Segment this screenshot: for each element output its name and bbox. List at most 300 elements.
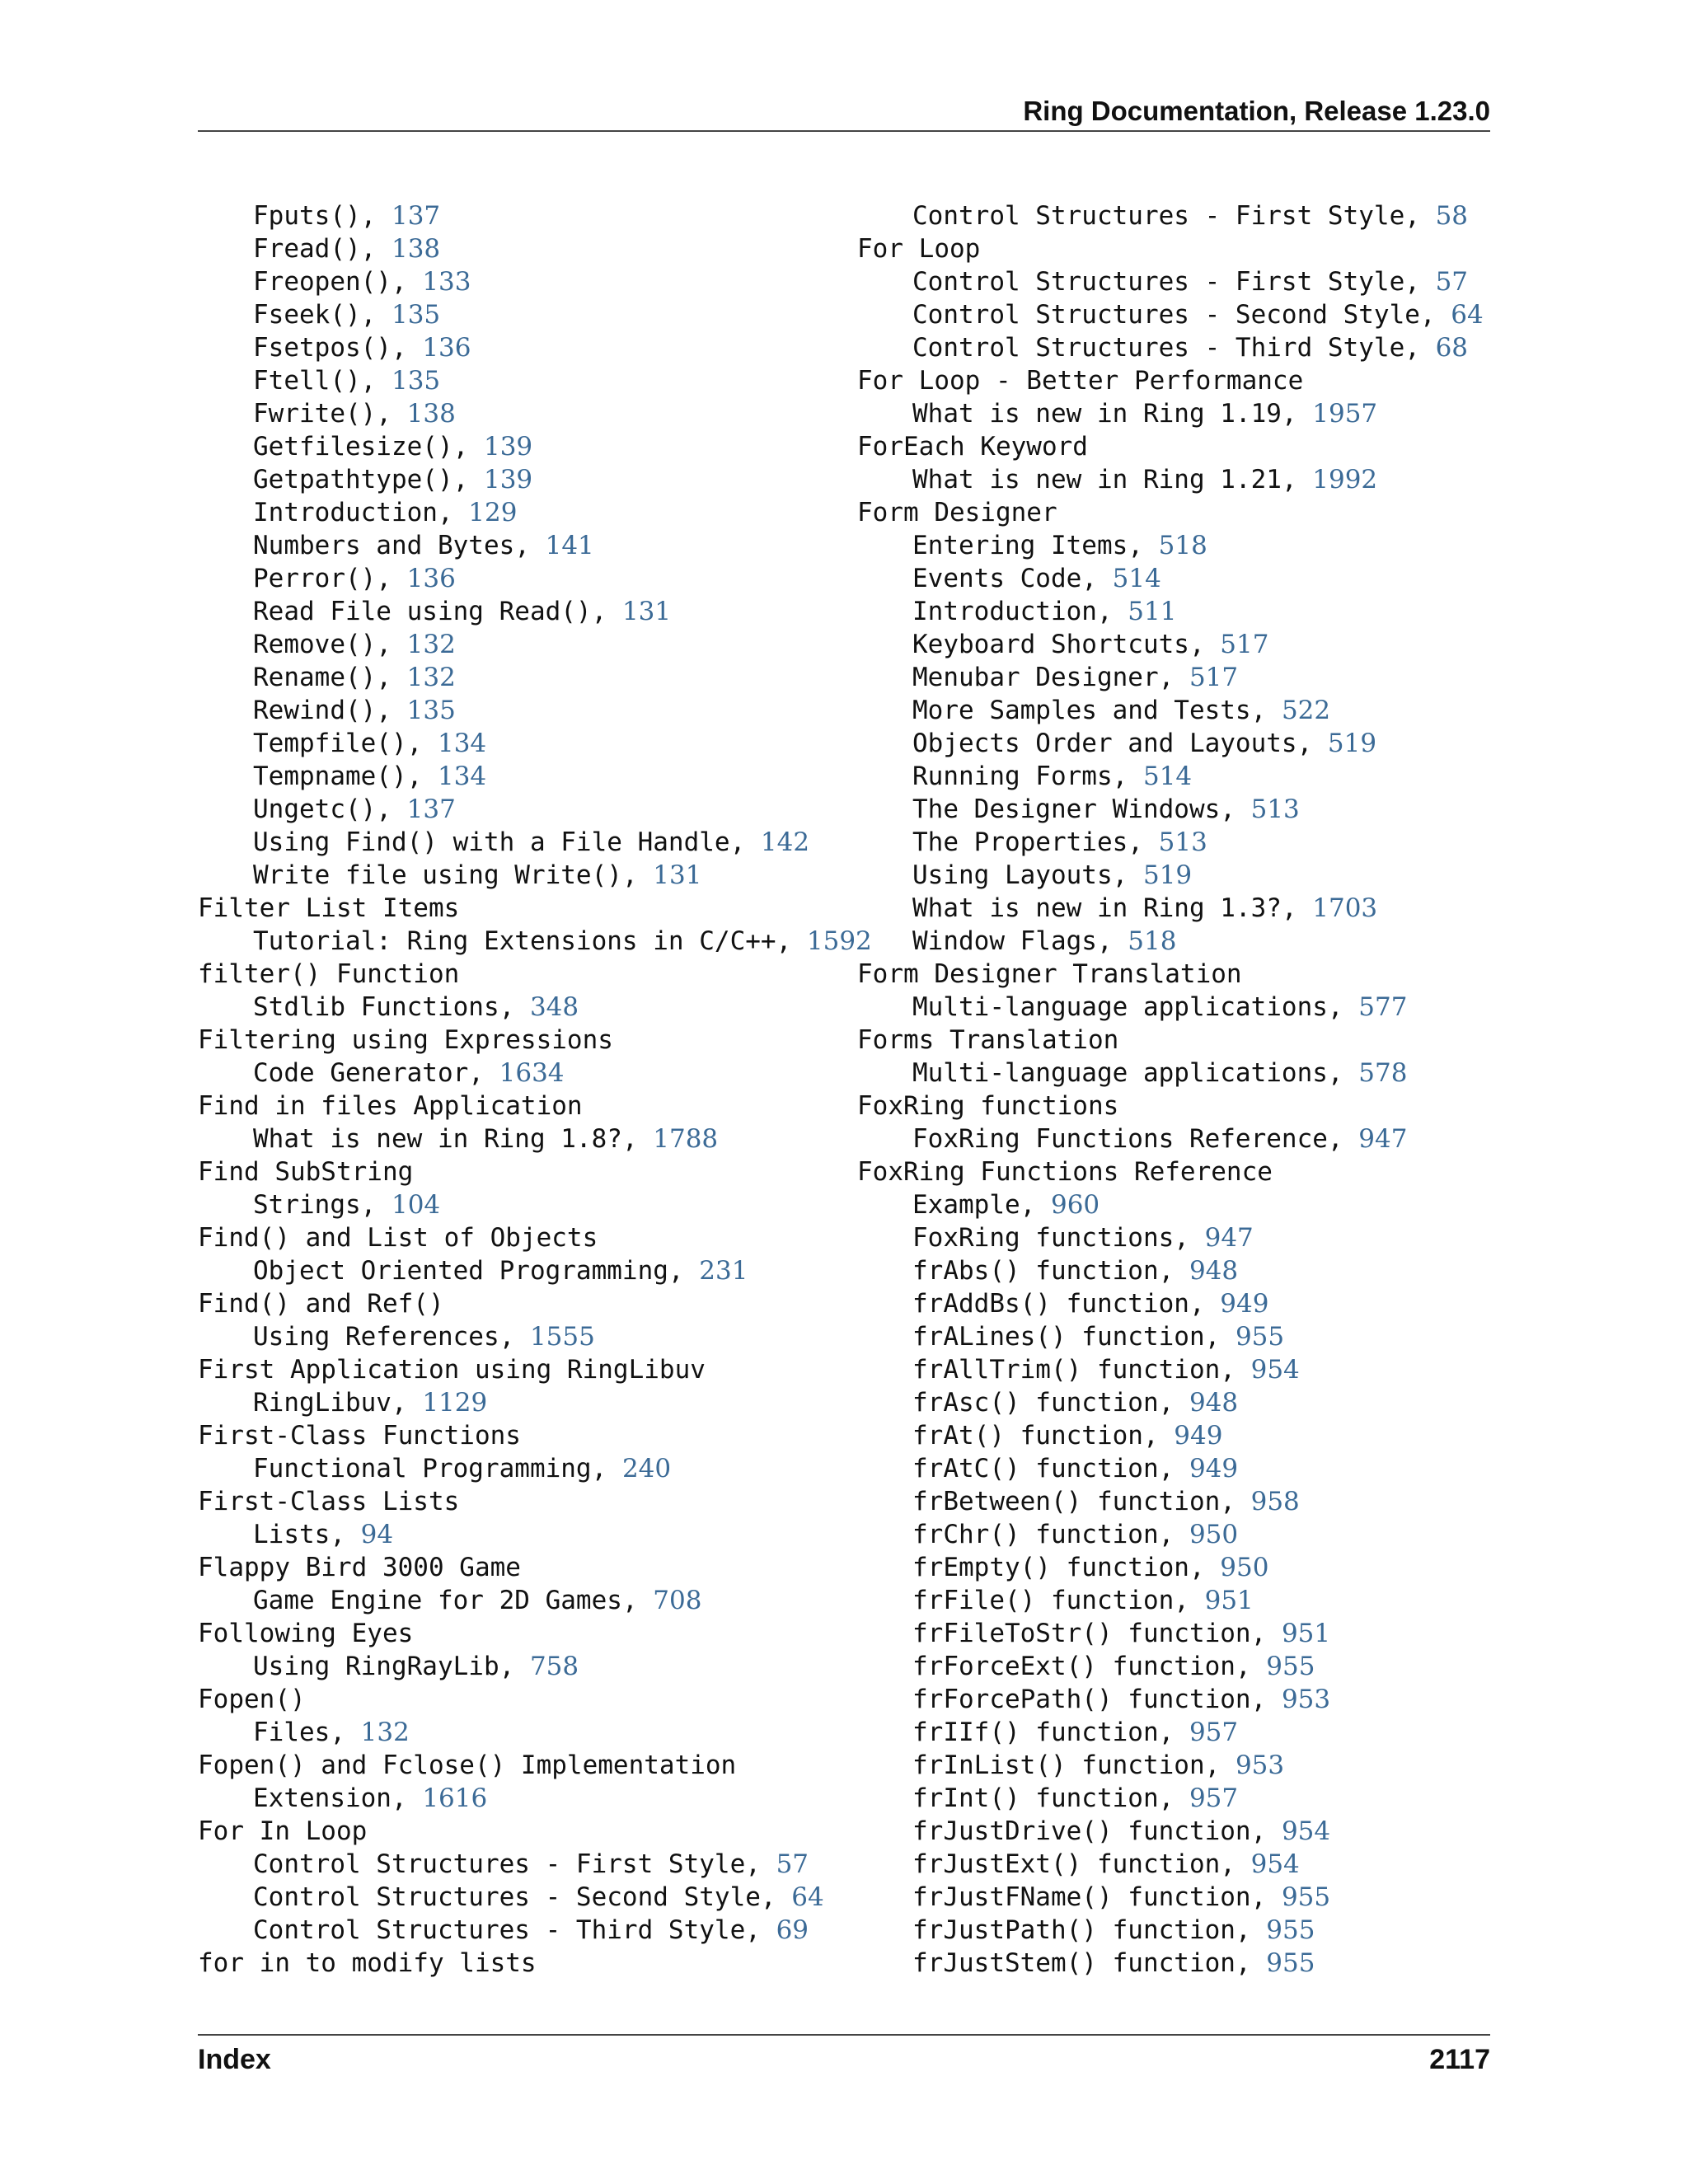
index-subentry: [857, 1650, 1500, 1683]
index-separator: ,: [1112, 762, 1143, 791]
index-term: Control Structures - First Style: [912, 201, 1405, 231]
index-term: Find() and List of Objects: [198, 1223, 598, 1253]
index-subentry: [198, 1914, 841, 1947]
index-separator: ,: [776, 926, 807, 956]
index-term: frFileToStr() function: [912, 1619, 1251, 1648]
index-subentry: [857, 1353, 1500, 1386]
index-subentry: [857, 826, 1500, 859]
index-separator: ,: [1096, 926, 1128, 956]
page-link[interactable]: 577: [1358, 992, 1408, 1022]
index-subentry: [198, 628, 841, 661]
index-separator: ,: [1281, 893, 1313, 923]
index-subentry: [198, 463, 841, 496]
index-separator: ,: [1158, 1256, 1189, 1286]
index-entry: [857, 496, 1500, 529]
page-link[interactable]: 578: [1358, 1058, 1408, 1088]
index-subentry: [198, 364, 841, 397]
index-term: Following Eyes: [198, 1619, 414, 1648]
index-separator: ,: [668, 1256, 700, 1286]
index-term: The Properties: [912, 827, 1128, 857]
page-link[interactable]: 1592: [806, 926, 872, 956]
page-link[interactable]: 64: [1451, 300, 1484, 330]
page-link[interactable]: 57: [1435, 267, 1469, 297]
page-link[interactable]: 954: [1281, 1816, 1331, 1846]
index-term: frALines() function: [912, 1322, 1205, 1352]
index-subentry: [857, 1057, 1500, 1090]
index-term: frAbs() function: [912, 1256, 1159, 1286]
index-separator: ,: [1189, 1553, 1221, 1582]
index-subentry: [857, 1320, 1500, 1353]
index-subentry: [857, 529, 1500, 562]
index-separator: ,: [391, 333, 423, 363]
index-term: Multi-language applications: [912, 1058, 1328, 1088]
page-link[interactable]: 136: [406, 564, 456, 593]
page-link[interactable]: 139: [483, 465, 533, 494]
page-link[interactable]: 142: [760, 827, 810, 857]
page-link[interactable]: 137: [406, 794, 456, 824]
page-link[interactable]: 708: [653, 1586, 702, 1615]
index-term: Multi-language applications: [912, 992, 1328, 1022]
index-term: What is new in Ring 1.19: [912, 399, 1282, 429]
index-subentry: [857, 331, 1500, 364]
index-separator: ,: [745, 1915, 776, 1945]
index-subentry: [857, 1749, 1500, 1782]
index-separator: ,: [391, 1783, 423, 1813]
index-separator: ,: [376, 663, 407, 692]
index-separator: ,: [1020, 1190, 1051, 1220]
index-separator: ,: [621, 860, 654, 890]
page-link[interactable]: 519: [1142, 860, 1193, 890]
index-separator: ,: [1174, 1586, 1205, 1615]
page-link[interactable]: 947: [1204, 1223, 1254, 1253]
index-term: Extension: [253, 1783, 392, 1813]
page-link[interactable]: 949: [1220, 1289, 1269, 1319]
index-separator: ,: [1142, 1421, 1175, 1451]
index-term: What is new in Ring 1.21: [912, 465, 1282, 494]
index-term: Fopen(): [198, 1685, 306, 1714]
index-subentry: [857, 1419, 1500, 1452]
index-separator: ,: [499, 1652, 530, 1681]
index-entry: [198, 1287, 841, 1320]
index-subentry: [198, 1320, 841, 1353]
index-subentry: [857, 859, 1500, 892]
index-term: Forms Translation: [857, 1025, 1119, 1055]
index-term: frJustPath() function: [912, 1915, 1236, 1945]
index-subentry: [198, 661, 841, 694]
index-subentry: [857, 1551, 1500, 1584]
index-separator: ,: [330, 1718, 361, 1747]
index-term: First-Class Functions: [198, 1421, 521, 1451]
index-entry: [198, 892, 841, 925]
page-link[interactable]: 131: [653, 860, 702, 890]
index-subentry: [857, 1188, 1500, 1221]
page-link[interactable]: 518: [1128, 926, 1177, 956]
index-term: FoxRing Functions Reference: [857, 1157, 1273, 1187]
index-separator: ,: [1189, 630, 1221, 659]
index-term: Fsetpos(): [253, 333, 392, 363]
page-link[interactable]: 957: [1189, 1718, 1239, 1747]
page-link[interactable]: 141: [545, 531, 594, 560]
index-term: Read File using Read(): [253, 597, 592, 626]
index-entry: [857, 1155, 1500, 1188]
page-link[interactable]: 960: [1050, 1190, 1100, 1220]
page-link[interactable]: 951: [1281, 1619, 1331, 1648]
index-term: frIIf() function: [912, 1718, 1159, 1747]
index-term: ForEach Keyword: [857, 432, 1088, 462]
page-link[interactable]: 64: [791, 1882, 824, 1912]
page-link[interactable]: 94: [360, 1520, 394, 1549]
index-subentry: [857, 1782, 1500, 1815]
index-separator: ,: [1419, 300, 1451, 330]
index-separator: ,: [499, 1322, 530, 1352]
page-link[interactable]: 953: [1235, 1750, 1285, 1780]
index-separator: ,: [360, 366, 392, 396]
page-link[interactable]: 948: [1189, 1256, 1239, 1286]
page-link[interactable]: 514: [1112, 564, 1161, 593]
page-link[interactable]: 1788: [653, 1124, 719, 1154]
index-subentry: [857, 199, 1500, 232]
index-term: frJustStem() function: [912, 1948, 1236, 1978]
index-term: Events Code: [912, 564, 1082, 593]
index-term: Functional Programming: [253, 1454, 592, 1483]
index-term: Menubar Designer: [912, 663, 1159, 692]
index-term: Control Structures - Second Style: [912, 300, 1420, 330]
index-separator: ,: [376, 564, 407, 593]
page-link[interactable]: 1129: [422, 1388, 488, 1418]
index-subentry: [198, 1188, 841, 1221]
index-subentry: [857, 793, 1500, 826]
index-term: Ftell(): [253, 366, 361, 396]
page-link[interactable]: 519: [1327, 729, 1377, 758]
page-link[interactable]: 132: [360, 1718, 410, 1747]
index-entry: [857, 1090, 1500, 1122]
page-link[interactable]: 958: [1250, 1487, 1300, 1516]
index-entry: [198, 1090, 841, 1122]
page-link[interactable]: 1957: [1312, 399, 1378, 429]
index-separator: ,: [1158, 1718, 1189, 1747]
index-separator: ,: [1158, 663, 1189, 692]
page-link[interactable]: 957: [1189, 1783, 1239, 1813]
page-link[interactable]: 138: [391, 234, 441, 264]
page-link[interactable]: 1703: [1312, 893, 1378, 923]
index-term: Perror(): [253, 564, 377, 593]
index-separator: ,: [1235, 1652, 1267, 1681]
page-link[interactable]: 348: [529, 992, 579, 1022]
page-link[interactable]: 951: [1204, 1586, 1254, 1615]
index-term: What is new in Ring 1.8?: [253, 1124, 622, 1154]
index-term: Object Oriented Programming: [253, 1256, 668, 1286]
index-separator: ,: [760, 1882, 792, 1912]
index-subentry: [198, 1584, 841, 1617]
page-link[interactable]: 518: [1158, 531, 1207, 560]
index-separator: ,: [1250, 1816, 1282, 1846]
page-link[interactable]: 517: [1220, 630, 1269, 659]
index-subentry: [857, 1881, 1500, 1914]
index-subentry: [857, 595, 1500, 628]
page-link[interactable]: 1616: [422, 1783, 488, 1813]
index-separator: ,: [406, 762, 438, 791]
index-term: Find SubString: [198, 1157, 414, 1187]
index-term: Fopen() and Fclose() Implementation: [198, 1750, 737, 1780]
index-separator: ,: [360, 300, 392, 330]
page-link[interactable]: 948: [1189, 1388, 1239, 1418]
index-term: Keyboard Shortcuts: [912, 630, 1189, 659]
index-term: Filter List Items: [198, 893, 460, 923]
index-separator: ,: [1250, 1685, 1282, 1714]
index-term: First-Class Lists: [198, 1487, 460, 1516]
index-separator: ,: [1174, 1223, 1205, 1253]
index-term: frForceExt() function: [912, 1652, 1236, 1681]
index-term: frJustFName() function: [912, 1882, 1251, 1912]
index-separator: ,: [376, 696, 407, 725]
page-link[interactable]: 240: [621, 1454, 672, 1483]
page-link[interactable]: 135: [406, 696, 456, 725]
index-term: Control Structures - First Style: [253, 1849, 746, 1879]
index-separator: ,: [1327, 992, 1359, 1022]
index-term: Strings: [253, 1190, 361, 1220]
index-term: Flappy Bird 3000 Game: [198, 1553, 521, 1582]
index-subentry: [198, 1386, 841, 1419]
index-term: Introduction: [253, 498, 438, 527]
index-subentry: [198, 859, 841, 892]
index-separator: ,: [1235, 1948, 1267, 1978]
index-term: Find in files Application: [198, 1091, 583, 1121]
index-subentry: [857, 1221, 1500, 1254]
page-link[interactable]: 955: [1281, 1882, 1331, 1912]
index-subentry: [198, 562, 841, 595]
index-subentry: [857, 265, 1500, 298]
index-term: Control Structures - First Style: [912, 267, 1405, 297]
index-subentry: [857, 1716, 1500, 1749]
index-separator: ,: [1096, 597, 1128, 626]
index-separator: ,: [729, 827, 761, 857]
page-link[interactable]: 134: [437, 729, 487, 758]
page-link[interactable]: 134: [437, 762, 487, 791]
page-link[interactable]: 57: [776, 1849, 809, 1879]
index-term: Rename(): [253, 663, 377, 692]
index-separator: ,: [1158, 1454, 1189, 1483]
index-entry: [198, 1155, 841, 1188]
index-separator: ,: [1158, 1520, 1189, 1549]
index-column-left: [198, 199, 872, 1980]
index-term: Getfilesize(): [253, 432, 453, 462]
page-link[interactable]: 950: [1189, 1520, 1239, 1549]
index-separator: ,: [591, 597, 622, 626]
page-link[interactable]: 950: [1220, 1553, 1269, 1582]
index-term: frChr() function: [912, 1520, 1159, 1549]
index-entry: [198, 1947, 841, 1980]
index-subentry: [198, 1254, 841, 1287]
index-subentry: [198, 199, 841, 232]
page-link[interactable]: 514: [1142, 762, 1193, 791]
index-separator: ,: [360, 201, 392, 231]
index-separator: ,: [1327, 1124, 1359, 1154]
page-link[interactable]: 138: [406, 399, 456, 429]
index-subentry: [198, 595, 841, 628]
index-separator: ,: [376, 630, 407, 659]
index-term: Code Generator: [253, 1058, 469, 1088]
index-separator: ,: [1404, 333, 1436, 363]
index-entry: [198, 1749, 841, 1782]
page-link[interactable]: 1992: [1312, 465, 1378, 494]
index-separator: ,: [391, 1388, 423, 1418]
index-entry: [857, 364, 1500, 397]
index-subentry: [857, 1683, 1500, 1716]
index-term: frAt() function: [912, 1421, 1143, 1451]
index-subentry: [857, 1122, 1500, 1155]
page-link[interactable]: 947: [1358, 1124, 1408, 1154]
index-subentry: [198, 331, 841, 364]
index-separator: ,: [1220, 1487, 1251, 1516]
footer-page-number: 2117: [1429, 2044, 1490, 2075]
index-separator: ,: [1250, 1619, 1282, 1648]
page-link[interactable]: 955: [1266, 1915, 1315, 1945]
index-subentry: [857, 991, 1500, 1024]
index-separator: ,: [376, 399, 407, 429]
page-link[interactable]: 132: [406, 630, 456, 659]
index-subentry: [198, 397, 841, 430]
index-entry: [857, 430, 1500, 463]
index-term: FoxRing functions: [857, 1091, 1119, 1121]
page-link[interactable]: 132: [406, 663, 456, 692]
index-entry: [198, 1024, 841, 1057]
index-separator: ,: [499, 992, 530, 1022]
index-term: Rewind(): [253, 696, 377, 725]
index-subentry: [198, 826, 841, 859]
index-term: frJustDrive() function: [912, 1816, 1251, 1846]
page-link[interactable]: 758: [529, 1652, 579, 1681]
index-subentry: [857, 1584, 1500, 1617]
index-separator: ,: [360, 234, 392, 264]
index-subentry: [857, 925, 1500, 958]
page-link[interactable]: 135: [391, 366, 441, 396]
index-term: More Samples and Tests: [912, 696, 1251, 725]
index-term: Tempfile(): [253, 729, 407, 758]
index-subentry: [198, 694, 841, 727]
index-term: For Loop: [857, 234, 981, 264]
page-link[interactable]: 58: [1435, 201, 1469, 231]
index-subentry: [198, 1452, 841, 1485]
index-term: frAddBs() function: [912, 1289, 1189, 1319]
page-link[interactable]: 68: [1435, 333, 1469, 363]
page-footer: [198, 2034, 1490, 2085]
page-link[interactable]: 955: [1235, 1322, 1285, 1352]
page-link[interactable]: 131: [621, 597, 672, 626]
index-subentry: [857, 1386, 1500, 1419]
page-link[interactable]: 949: [1189, 1454, 1239, 1483]
index-separator: ,: [1404, 267, 1436, 297]
index-term: Control Structures - Second Style: [253, 1882, 761, 1912]
index-subentry: [857, 397, 1500, 430]
page-link[interactable]: 955: [1266, 1652, 1315, 1681]
index-entry: [198, 1419, 841, 1452]
index-subentry: [198, 529, 841, 562]
index-subentry: [198, 1716, 841, 1749]
page-link[interactable]: 954: [1250, 1849, 1300, 1879]
index-separator: ,: [1158, 1388, 1189, 1418]
page-link[interactable]: 139: [483, 432, 533, 462]
index-separator: ,: [1204, 1750, 1236, 1780]
index-term: FoxRing Functions Reference: [912, 1124, 1328, 1154]
page-link[interactable]: 133: [422, 267, 471, 297]
page-link[interactable]: 129: [468, 498, 518, 527]
index-subentry: [198, 298, 841, 331]
index-term: The Designer Windows: [912, 794, 1221, 824]
index-subentry: [857, 661, 1500, 694]
index-term: frEmpty() function: [912, 1553, 1189, 1582]
index-entry: [198, 1683, 841, 1716]
index-subentry: [198, 496, 841, 529]
index-term: Using Layouts: [912, 860, 1113, 890]
index-term: Running Forms: [912, 762, 1113, 791]
index-separator: ,: [1081, 564, 1113, 593]
index-separator: ,: [330, 1520, 361, 1549]
index-term: Control Structures - Third Style: [253, 1915, 746, 1945]
index-subentry: [857, 727, 1500, 760]
document-title: Ring Documentation, Release 1.23.0: [1023, 96, 1490, 126]
page-link[interactable]: 522: [1281, 696, 1331, 725]
index-entry: [198, 1353, 841, 1386]
page-link[interactable]: 69: [776, 1915, 809, 1945]
index-term: For Loop - Better Performance: [857, 366, 1304, 396]
page-link[interactable]: 1634: [499, 1058, 565, 1088]
index-separator: ,: [406, 729, 438, 758]
index-term: filter() Function: [198, 959, 460, 989]
page-link[interactable]: 949: [1174, 1421, 1223, 1451]
page-link[interactable]: 1555: [529, 1322, 595, 1352]
index-term: Game Engine for 2D Games: [253, 1586, 622, 1615]
index-subentry: [198, 760, 841, 793]
page-link[interactable]: 955: [1266, 1948, 1315, 1978]
footer-section: Index: [198, 2044, 271, 2075]
index-column-right: [857, 199, 1500, 1980]
index-term: for in to modify lists: [198, 1948, 537, 1978]
index-separator: ,: [391, 267, 423, 297]
page-link[interactable]: 104: [391, 1190, 441, 1220]
index-subentry: [198, 1848, 841, 1881]
page-link[interactable]: 135: [391, 300, 441, 330]
index-term: Find() and Ref(): [198, 1289, 444, 1319]
index-subentry: [857, 1485, 1500, 1518]
index-subentry: [857, 628, 1500, 661]
index-term: Control Structures - Third Style: [912, 333, 1405, 363]
index-subentry: [198, 232, 841, 265]
index-separator: ,: [1189, 1289, 1221, 1319]
index-term: Fwrite(): [253, 399, 377, 429]
page-link[interactable]: 517: [1189, 663, 1239, 692]
page-link[interactable]: 137: [391, 201, 441, 231]
page-link[interactable]: 511: [1128, 597, 1177, 626]
page-link[interactable]: 954: [1250, 1355, 1300, 1385]
page-link[interactable]: 231: [699, 1256, 748, 1286]
page-link[interactable]: 513: [1250, 794, 1300, 824]
index-subentry: [198, 1122, 841, 1155]
index-subentry: [857, 562, 1500, 595]
index-separator: ,: [1128, 827, 1159, 857]
index-term: Form Designer: [857, 498, 1057, 527]
index-separator: ,: [1281, 399, 1313, 429]
page-link[interactable]: 513: [1158, 827, 1207, 857]
index-term: frInt() function: [912, 1783, 1159, 1813]
index-separator: ,: [452, 465, 484, 494]
index-subentry: [198, 1057, 841, 1090]
index-subentry: [857, 760, 1500, 793]
page-link[interactable]: 136: [422, 333, 471, 363]
index-separator: ,: [1296, 729, 1328, 758]
page-link[interactable]: 953: [1281, 1685, 1331, 1714]
index-subentry: [857, 1254, 1500, 1287]
index-term: First Application using RingLibuv: [198, 1355, 706, 1385]
